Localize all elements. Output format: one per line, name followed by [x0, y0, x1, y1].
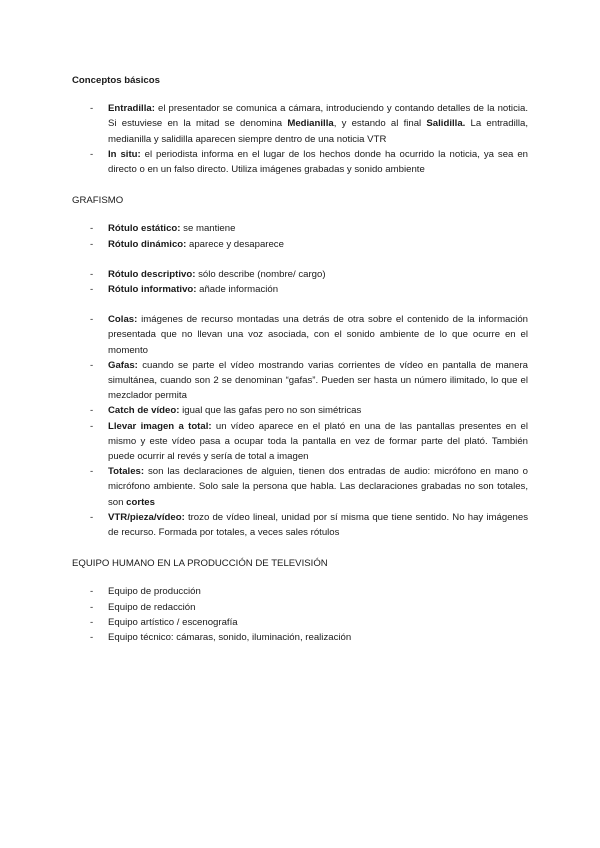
bullet-dash: - — [90, 314, 94, 326]
term-label: Rótulo dinámico: — [108, 238, 187, 250]
bullet-dash: - — [90, 466, 94, 478]
definition-text: añade información — [196, 284, 279, 296]
term-label: VTR/pieza/vídeo: — [108, 511, 185, 523]
list-item-text: Equipo artístico / escenografía — [108, 616, 238, 628]
bullet-dash: - — [90, 148, 94, 160]
list-item-text: Equipo de redacción — [108, 601, 196, 613]
definition-text: aparece y desaparece — [186, 238, 284, 250]
list-item — [72, 358, 528, 404]
list-item-text: Equipo de producción — [108, 586, 201, 598]
definition-text: un vídeo aparece en el plató en una de las pantallas presentes en el mismo y este vídeo pasa a ocupar toda la pantalla en vez de formar parte del plató. También puede ocurrir al revés y sería de total a imagen — [108, 420, 528, 463]
bullet-dash: - — [90, 511, 94, 523]
definition-text: trozo de vídeo lineal, unidad por sí misma que tiene sentido. No hay imágenes de recurso. Formada por totales, a veces sales rótulos — [108, 511, 528, 539]
list-item — [72, 312, 528, 358]
grafismo-list-recursos — [72, 312, 528, 540]
term-label: Rótulo informativo: — [108, 284, 197, 296]
definition-text: , y estando al final — [333, 118, 427, 130]
list-item — [72, 419, 528, 465]
term-label: Catch de vídeo: — [108, 405, 180, 417]
term-label: Rótulo estático: — [108, 223, 181, 235]
list-item — [72, 615, 528, 630]
list-item — [72, 510, 528, 540]
definition-text: se mantiene — [180, 223, 236, 235]
definition-text: son las declaraciones de alguien, tienen dos entradas de audio: micrófono en mano o micrófono ambiente. Solo sale la persona que habla. Las declaraciones grabadas no son totales, son — [108, 466, 528, 508]
bullet-dash: - — [90, 632, 94, 644]
list-item — [72, 600, 528, 615]
definition-text: sólo describe (nombre/ cargo) — [195, 268, 326, 280]
bullet-dash: - — [90, 238, 94, 250]
section-title-conceptos: Conceptos básicos — [72, 75, 160, 86]
equipo-list — [72, 584, 528, 645]
list-item — [72, 147, 528, 177]
list-item — [72, 237, 528, 252]
bullet-dash: - — [90, 420, 94, 432]
bullet-dash: - — [90, 405, 94, 417]
list-item — [72, 267, 528, 282]
list-item — [72, 282, 528, 297]
term-label: Totales: — [108, 466, 145, 478]
term-label: Entradilla: — [108, 103, 155, 115]
definition-text: cuando se parte el vídeo mostrando varias corrientes de vídeo en pantalla de manera simultánea, cuando son 2 se denominan “gafas”. Pueden ser hasta un número ilimitado, lo que el mezclador permita — [108, 359, 528, 402]
bullet-dash: - — [90, 616, 94, 628]
bullet-dash: - — [90, 284, 94, 296]
list-item-text: Equipo técnico: cámaras, sonido, iluminación, realización — [108, 632, 352, 644]
term-label: Rótulo descriptivo: — [108, 268, 196, 280]
list-item — [72, 101, 528, 147]
conceptos-list — [72, 101, 528, 177]
list-item — [72, 464, 528, 510]
list-item — [72, 221, 528, 236]
section-title-equipo: EQUIPO HUMANO EN LA PRODUCCIÓN DE TELEVISIÓN — [72, 558, 328, 570]
definition-text: La entradilla, medianilla y salidilla aparecen siempre dentro de una noticia VTR — [108, 118, 528, 145]
definition-text: el presentador se comunica a cámara, introduciendo y contando detalles de la noticia. Si estuviese en la mitad se denomina — [108, 103, 528, 130]
definition-text: imágenes de recurso montadas una detrás de otra sobre el contenido de la información presentada que no llevan una voz asociada, con el sonido ambiente de lo que ocurre en el momento — [108, 314, 528, 356]
term-label: Gafas: — [108, 359, 138, 371]
list-item — [72, 630, 528, 645]
definition-text: igual que las gafas pero no son simétricas — [179, 405, 362, 417]
grafismo-list-rotulos-funcion — [72, 267, 528, 297]
bullet-dash: - — [90, 223, 94, 235]
list-item — [72, 584, 528, 599]
bullet-dash: - — [90, 268, 94, 280]
bullet-dash: - — [90, 359, 94, 371]
section-title-grafismo: GRAFISMO — [72, 195, 124, 207]
grafismo-list-rotulos-tipo — [72, 221, 528, 251]
term-label: Colas: — [108, 314, 138, 326]
term-label: Llevar imagen a total: — [108, 420, 212, 432]
term-label: Salidilla. — [426, 118, 466, 130]
list-item — [72, 403, 528, 418]
term-label: In situ: — [108, 148, 141, 160]
bullet-dash: - — [90, 601, 94, 613]
bullet-dash: - — [90, 103, 94, 115]
definition-text: el periodista informa en el lugar de los hechos donde ha ocurrido la noticia, ya sea en directo o en un falso directo. Utiliza imágenes grabadas y sonido ambiente — [108, 148, 528, 176]
term-label: cortes — [126, 496, 155, 508]
term-label: Medianilla — [287, 118, 334, 130]
bullet-dash: - — [90, 586, 94, 598]
